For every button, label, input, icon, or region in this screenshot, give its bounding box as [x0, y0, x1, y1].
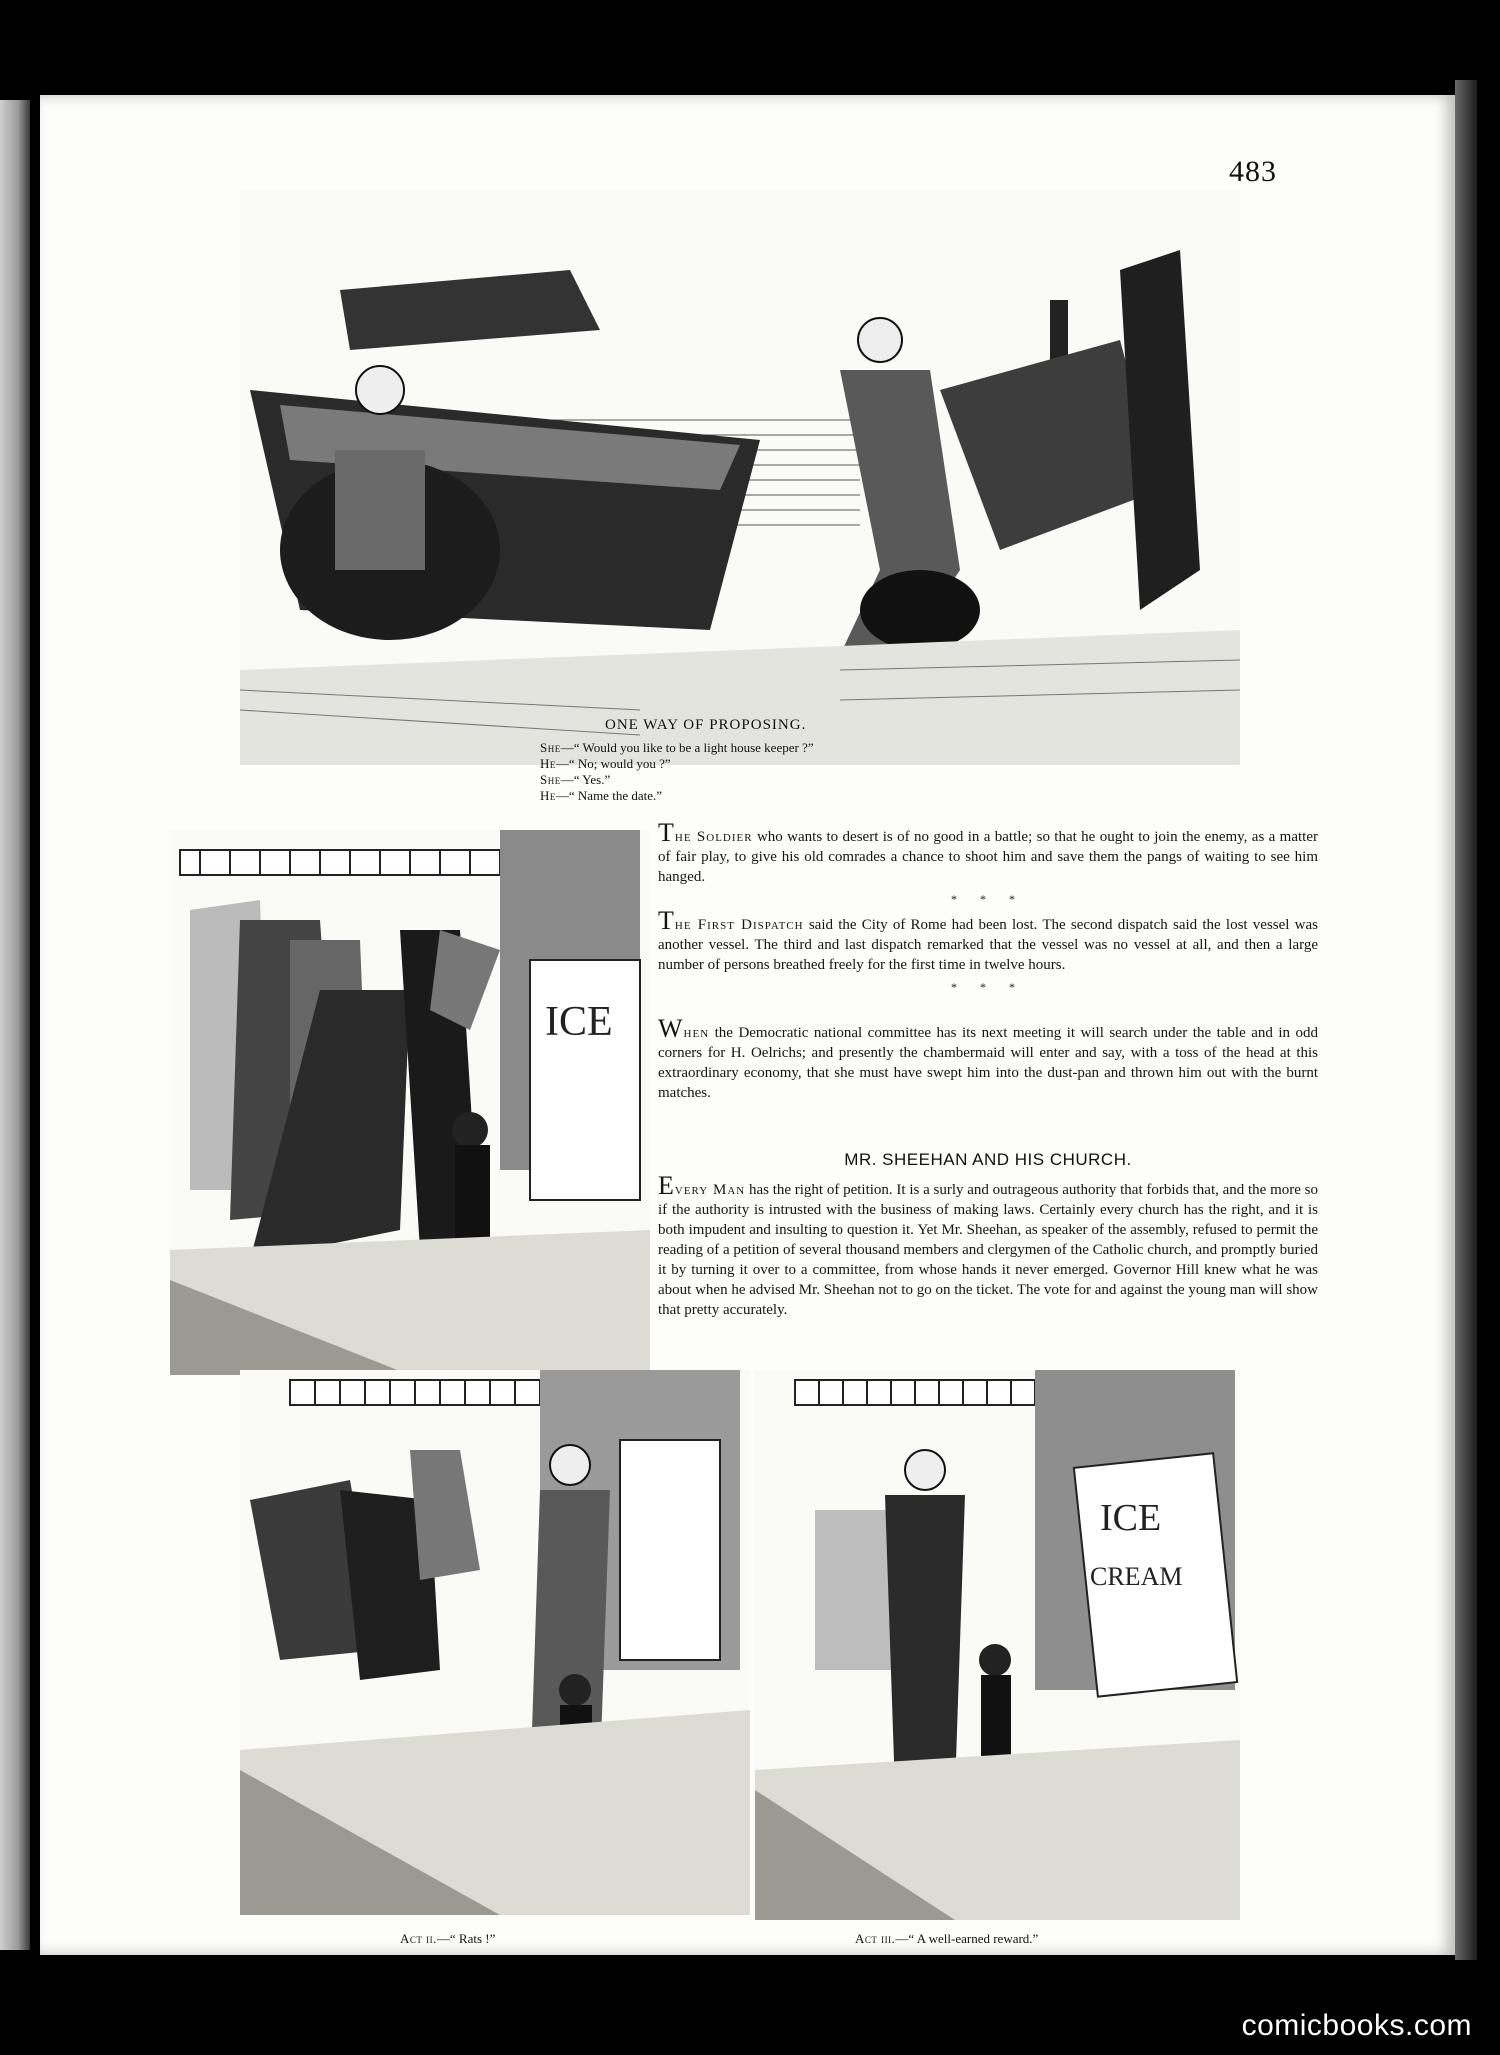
previous-page-edge — [0, 100, 30, 1950]
paragraph-body: said the City of Rome had been lost. The second dispatch said the lost vessel was another vessel. The third and last dispatch remarked that the vessel was no vessel at all, and then a large number of persons breathed freely for the first time in twelve hours. — [658, 917, 1318, 973]
lead-words: hen — [683, 1025, 710, 1041]
lead-words: he Soldier — [674, 829, 753, 845]
dialogue: —“ Name the date.” — [555, 788, 663, 803]
speaker: She — [540, 772, 561, 787]
act-text: —“ Rats !” — [436, 1931, 496, 1946]
act-text: —“ A well-earned reward.” — [895, 1931, 1039, 1946]
drop-cap: E — [658, 1171, 675, 1200]
page-edge-shadow — [1455, 80, 1477, 1960]
soldier-paragraph — [658, 818, 1318, 915]
ice-sign-text: ICE — [1100, 1497, 1162, 1539]
engraving-illustration-icon — [240, 190, 1240, 765]
dialogue: —“ Would you like to be a light house keeper ?” — [560, 740, 814, 755]
proposal-line-2 — [540, 756, 671, 772]
engraving-illustration-icon — [755, 1370, 1240, 1920]
drop-cap: T — [658, 818, 675, 847]
magazine-page — [40, 95, 1455, 1955]
watermark: comicbooks.com — [1241, 2009, 1472, 2042]
act-one-illustration — [170, 830, 650, 1375]
paragraph-body: has the right of petition. It is a surly and outrageous authority that forbids that, and the more so if the authority is intrusted with the business of making laws. Certainly every church has the right, and it is both impudent and insulting to question it. Yet Mr. Sheehan, as speaker of the assembly, refused to permit the reading of a petition of several thousand members and clergymen of the Catholic church, and promptly buried it by turning it over to a committee, from whose hands it never emerged. Governor Hill knew what he was about when he advised Mr. Sheehan not to go on the ticket. The vote for and against the young man will show that pretty accurately. — [658, 1182, 1319, 1318]
act-label: Act iii. — [855, 1931, 896, 1946]
proposal-line-3 — [540, 772, 610, 788]
act-label: Act ii. — [400, 1931, 437, 1946]
act-three-caption — [855, 1931, 1038, 1947]
act-two-caption — [400, 1931, 495, 1947]
page-number: 483 — [1229, 155, 1277, 188]
separator: * * * — [951, 892, 1025, 906]
dispatch-paragraph — [658, 906, 1318, 1003]
act-two-illustration — [240, 1370, 750, 1915]
separator: * * * — [951, 980, 1025, 994]
speaker: He — [540, 756, 556, 771]
proposal-line-1 — [540, 740, 814, 756]
speaker: He — [540, 788, 556, 803]
ice-sign-text: ICE — [545, 999, 613, 1045]
dialogue: —“ No; would you ?” — [555, 756, 671, 771]
paragraph-body: who wants to desert is of no good in a battle; so that he ought to join the enemy, as a matter of fair play, to give his old comrades a chance to shoot him and save them the pangs of waiting to see him hanged. — [658, 829, 1318, 885]
cream-sign-text: CREAM — [1090, 1562, 1183, 1591]
paragraph-body: the Democratic national committee has its next meeting it will search under the table and in odd corners for H. Oelrichs; and presently the chambermaid will enter and say, with a toss of the head at this extraordinary economy, that she must have swept him into the dust-pan and thrown him out with the burnt matches. — [658, 1025, 1318, 1101]
act-three-illustration — [755, 1370, 1240, 1920]
lead-words: he First Dispatch — [674, 917, 804, 933]
proposal-illustration — [240, 190, 1240, 765]
sheehan-paragraph — [658, 1171, 1319, 1320]
lead-words: very Man — [674, 1182, 746, 1198]
proposal-caption-title: ONE WAY OF PROPOSING. — [605, 717, 807, 733]
drop-cap: T — [658, 906, 675, 935]
proposal-line-4 — [540, 788, 662, 804]
drop-cap: W — [658, 1014, 684, 1043]
engraving-illustration-icon — [170, 830, 650, 1375]
democratic-paragraph — [658, 1014, 1318, 1103]
engraving-illustration-icon — [240, 1370, 750, 1915]
speaker: She — [540, 740, 561, 755]
dialogue: —“ Yes.” — [560, 772, 611, 787]
sheehan-headline: MR. SHEEHAN AND HIS CHURCH. — [844, 1150, 1132, 1169]
